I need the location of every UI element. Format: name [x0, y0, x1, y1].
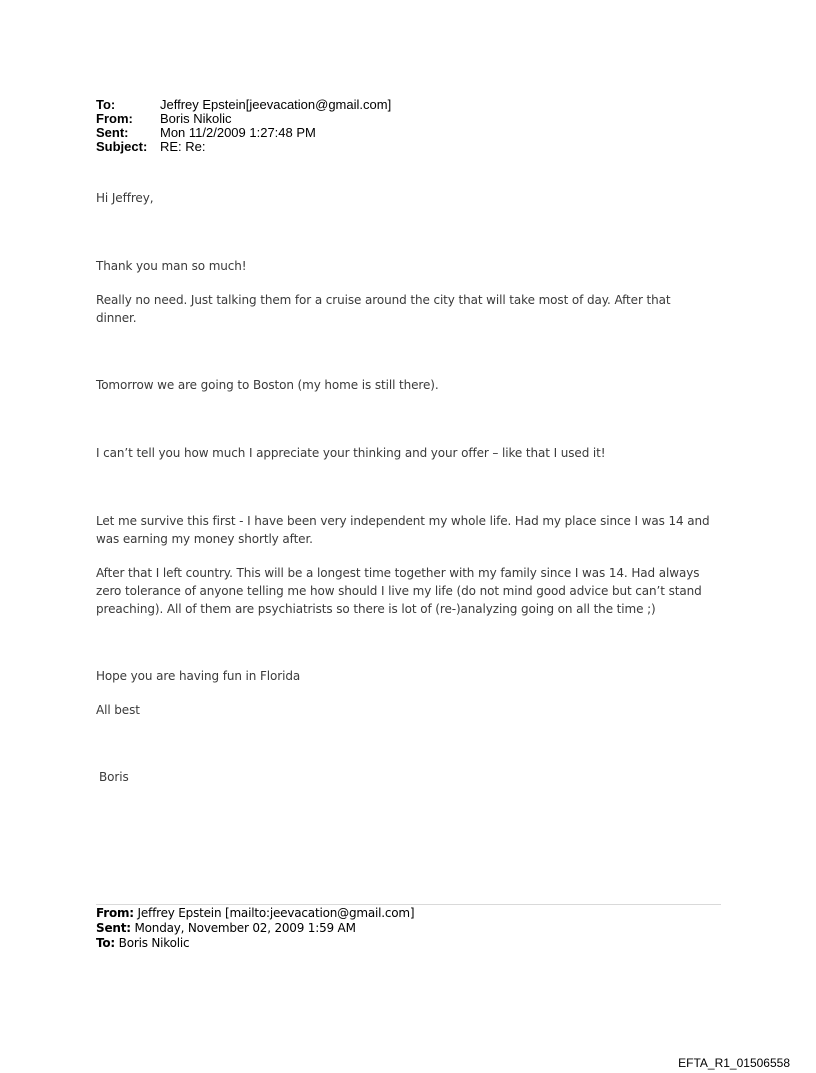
to-value: Jeffrey Epstein[jeevacation@gmail.com] [160, 97, 392, 112]
paragraph-florida: Hope you are having fun in Florida [96, 669, 301, 683]
quoted-from-label: From: [96, 906, 134, 920]
paragraph-independent: Let me survive this first - I have been very independent my whole life. Had my place since I was 14 and was earning my money shortly after. [96, 514, 710, 546]
quoted-from-value: Jeffrey Epstein [mailto:jeevacation@gmail.com] [137, 906, 415, 920]
paragraph-cruise: Really no need. Just talking them for a cruise around the city that will take most of day. After that dinner. [96, 293, 671, 325]
paragraph-appreciate: I can’t tell you how much I appreciate your thinking and your offer – like that I used it! [96, 446, 606, 460]
paragraph-boston: Tomorrow we are going to Boston (my home is still there). [96, 378, 439, 392]
sent-row [96, 126, 391, 140]
subject-value: RE: Re: [160, 139, 206, 154]
greeting: Hi Jeffrey, [96, 191, 154, 205]
document-id: EFTA_R1_01506558 [678, 1056, 790, 1070]
quoted-sent-value: Monday, November 02, 2009 1:59 AM [134, 921, 356, 935]
quoted-divider [96, 904, 721, 905]
quoted-header [96, 906, 414, 951]
closing: All best [96, 703, 140, 717]
quoted-to-row [96, 936, 414, 951]
subject-label: Subject: [96, 139, 148, 154]
to-row [96, 98, 391, 112]
paragraph-thanks: Thank you man so much! [96, 259, 247, 273]
paragraph-family: After that I left country. This will be a longest time together with my family since I was 14. Had always zero tolerance of anyone telling me how should I live my life (do not mind good advice but can’t stand preaching). All of them are psychiatrists so there is lot of (re-)analyzing going on all the time ;) [96, 566, 702, 616]
from-label: From: [96, 111, 133, 126]
subject-row [96, 140, 391, 154]
quoted-sent-row [96, 921, 414, 936]
from-row [96, 112, 391, 126]
to-label: To: [96, 97, 116, 112]
quoted-from-row [96, 906, 414, 921]
signature: Boris [99, 770, 129, 784]
sent-value: Mon 11/2/2009 1:27:48 PM [160, 125, 316, 140]
email-header [96, 98, 391, 154]
quoted-to-value: Boris Nikolic [118, 936, 190, 950]
sent-label: Sent: [96, 125, 129, 140]
quoted-sent-label: Sent: [96, 921, 131, 935]
quoted-to-label: To: [96, 936, 116, 950]
from-value: Boris Nikolic [160, 111, 232, 126]
